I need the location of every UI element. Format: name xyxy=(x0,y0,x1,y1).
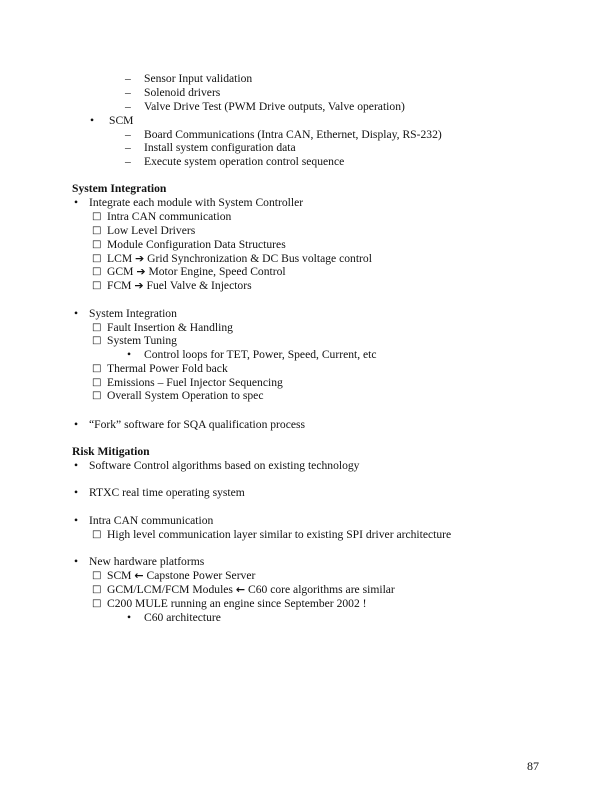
dash-marker: – xyxy=(125,72,131,85)
box-marker: □ xyxy=(92,335,102,346)
item-text: Emissions – Fuel Injector Sequencing xyxy=(107,376,283,389)
item-text: C200 MULE running an engine since September 2002 ! xyxy=(107,597,367,610)
bullet-marker: • xyxy=(74,418,79,431)
module-name: GCM xyxy=(107,265,134,278)
dash-marker: – xyxy=(125,155,131,168)
section-heading: System Integration xyxy=(72,182,167,195)
box-marker: □ xyxy=(92,570,102,581)
dash-marker: – xyxy=(125,86,131,99)
item-text: Execute system operation control sequence xyxy=(144,155,345,168)
bullet-marker: • xyxy=(74,459,79,472)
item-text: Thermal Power Fold back xyxy=(107,362,228,375)
item-text: Integrate each module with System Controller xyxy=(89,196,304,209)
box-marker: □ xyxy=(92,598,102,609)
item-text: High level communication layer similar to existing SPI driver architecture xyxy=(107,528,452,541)
item-text: New hardware platforms xyxy=(89,555,205,568)
page-number: 87 xyxy=(527,759,539,773)
item-text: Board Communications (Intra CAN, Ethernet, Display, RS-232) xyxy=(144,128,442,141)
dash-marker: – xyxy=(125,128,131,141)
item-text: Intra CAN communication xyxy=(107,210,232,223)
box-marker: □ xyxy=(92,363,102,374)
bullet-marker: • xyxy=(74,555,79,568)
box-marker: □ xyxy=(92,211,102,222)
item-detail: C60 core algorithms are similar xyxy=(247,583,395,596)
box-marker: □ xyxy=(92,239,102,250)
item-text: Fault Insertion & Handling xyxy=(107,321,233,334)
item-text: Solenoid drivers xyxy=(144,86,221,99)
item-text: Module Configuration Data Structures xyxy=(107,238,286,251)
item-detail: Motor Engine, Speed Control xyxy=(148,265,286,278)
bullet-marker: • xyxy=(90,114,95,127)
bullet-marker: • xyxy=(74,196,79,209)
box-marker: □ xyxy=(92,266,102,277)
module-name: SCM xyxy=(107,569,132,582)
item-text: System Integration xyxy=(89,307,177,320)
item-text: SCM xyxy=(109,114,134,127)
item-text: Intra CAN communication xyxy=(89,514,214,527)
bullet-marker: • xyxy=(74,486,79,499)
item-text: C60 architecture xyxy=(144,611,221,624)
box-marker: □ xyxy=(92,225,102,236)
box-marker: □ xyxy=(92,529,102,540)
box-marker: □ xyxy=(92,390,102,401)
module-name: GCM/LCM/FCM Modules xyxy=(107,583,233,596)
item-text: System Tuning xyxy=(107,334,177,347)
item-text xyxy=(107,569,255,583)
dash-marker: – xyxy=(125,100,131,113)
item-text xyxy=(107,265,286,279)
arrow-right-icon: ➔ xyxy=(136,265,146,278)
bullet-marker: • xyxy=(74,307,79,320)
item-detail: Capstone Power Server xyxy=(146,569,256,582)
arrow-right-icon: ➔ xyxy=(134,279,144,292)
item-text: “Fork” software for SQA qualification process xyxy=(89,418,306,431)
item-text: Low Level Drivers xyxy=(107,224,196,237)
arrow-right-icon: ➔ xyxy=(135,252,145,265)
item-text: RTXC real time operating system xyxy=(89,486,245,499)
box-marker: □ xyxy=(92,280,102,291)
box-marker: □ xyxy=(92,377,102,388)
box-marker: □ xyxy=(92,584,102,595)
item-text: Software Control algorithms based on existing technology xyxy=(89,459,360,472)
module-name: LCM xyxy=(107,252,133,265)
module-name: FCM xyxy=(107,279,132,292)
item-text: Sensor Input validation xyxy=(144,72,253,85)
box-marker: □ xyxy=(92,322,102,333)
arrow-left-icon: ← xyxy=(235,583,246,596)
item-text xyxy=(107,279,252,293)
arrow-left-icon: ← xyxy=(134,569,144,582)
item-text: Valve Drive Test (PWM Drive outputs, Valve operation) xyxy=(144,100,405,113)
item-detail: Fuel Valve & Injectors xyxy=(146,279,252,292)
dash-marker: – xyxy=(125,141,131,154)
item-detail: Grid Synchronization & DC Bus voltage control xyxy=(147,252,372,265)
bullet-marker: • xyxy=(127,348,132,361)
item-text: Overall System Operation to spec xyxy=(107,389,264,402)
item-text xyxy=(107,252,372,266)
bullet-marker: • xyxy=(74,514,79,527)
section-heading: Risk Mitigation xyxy=(72,445,150,458)
item-text: Control loops for TET, Power, Speed, Current, etc xyxy=(144,348,377,361)
item-text: Install system configuration data xyxy=(144,141,296,154)
bullet-marker: • xyxy=(127,611,132,624)
box-marker: □ xyxy=(92,253,102,264)
item-text xyxy=(107,583,395,597)
